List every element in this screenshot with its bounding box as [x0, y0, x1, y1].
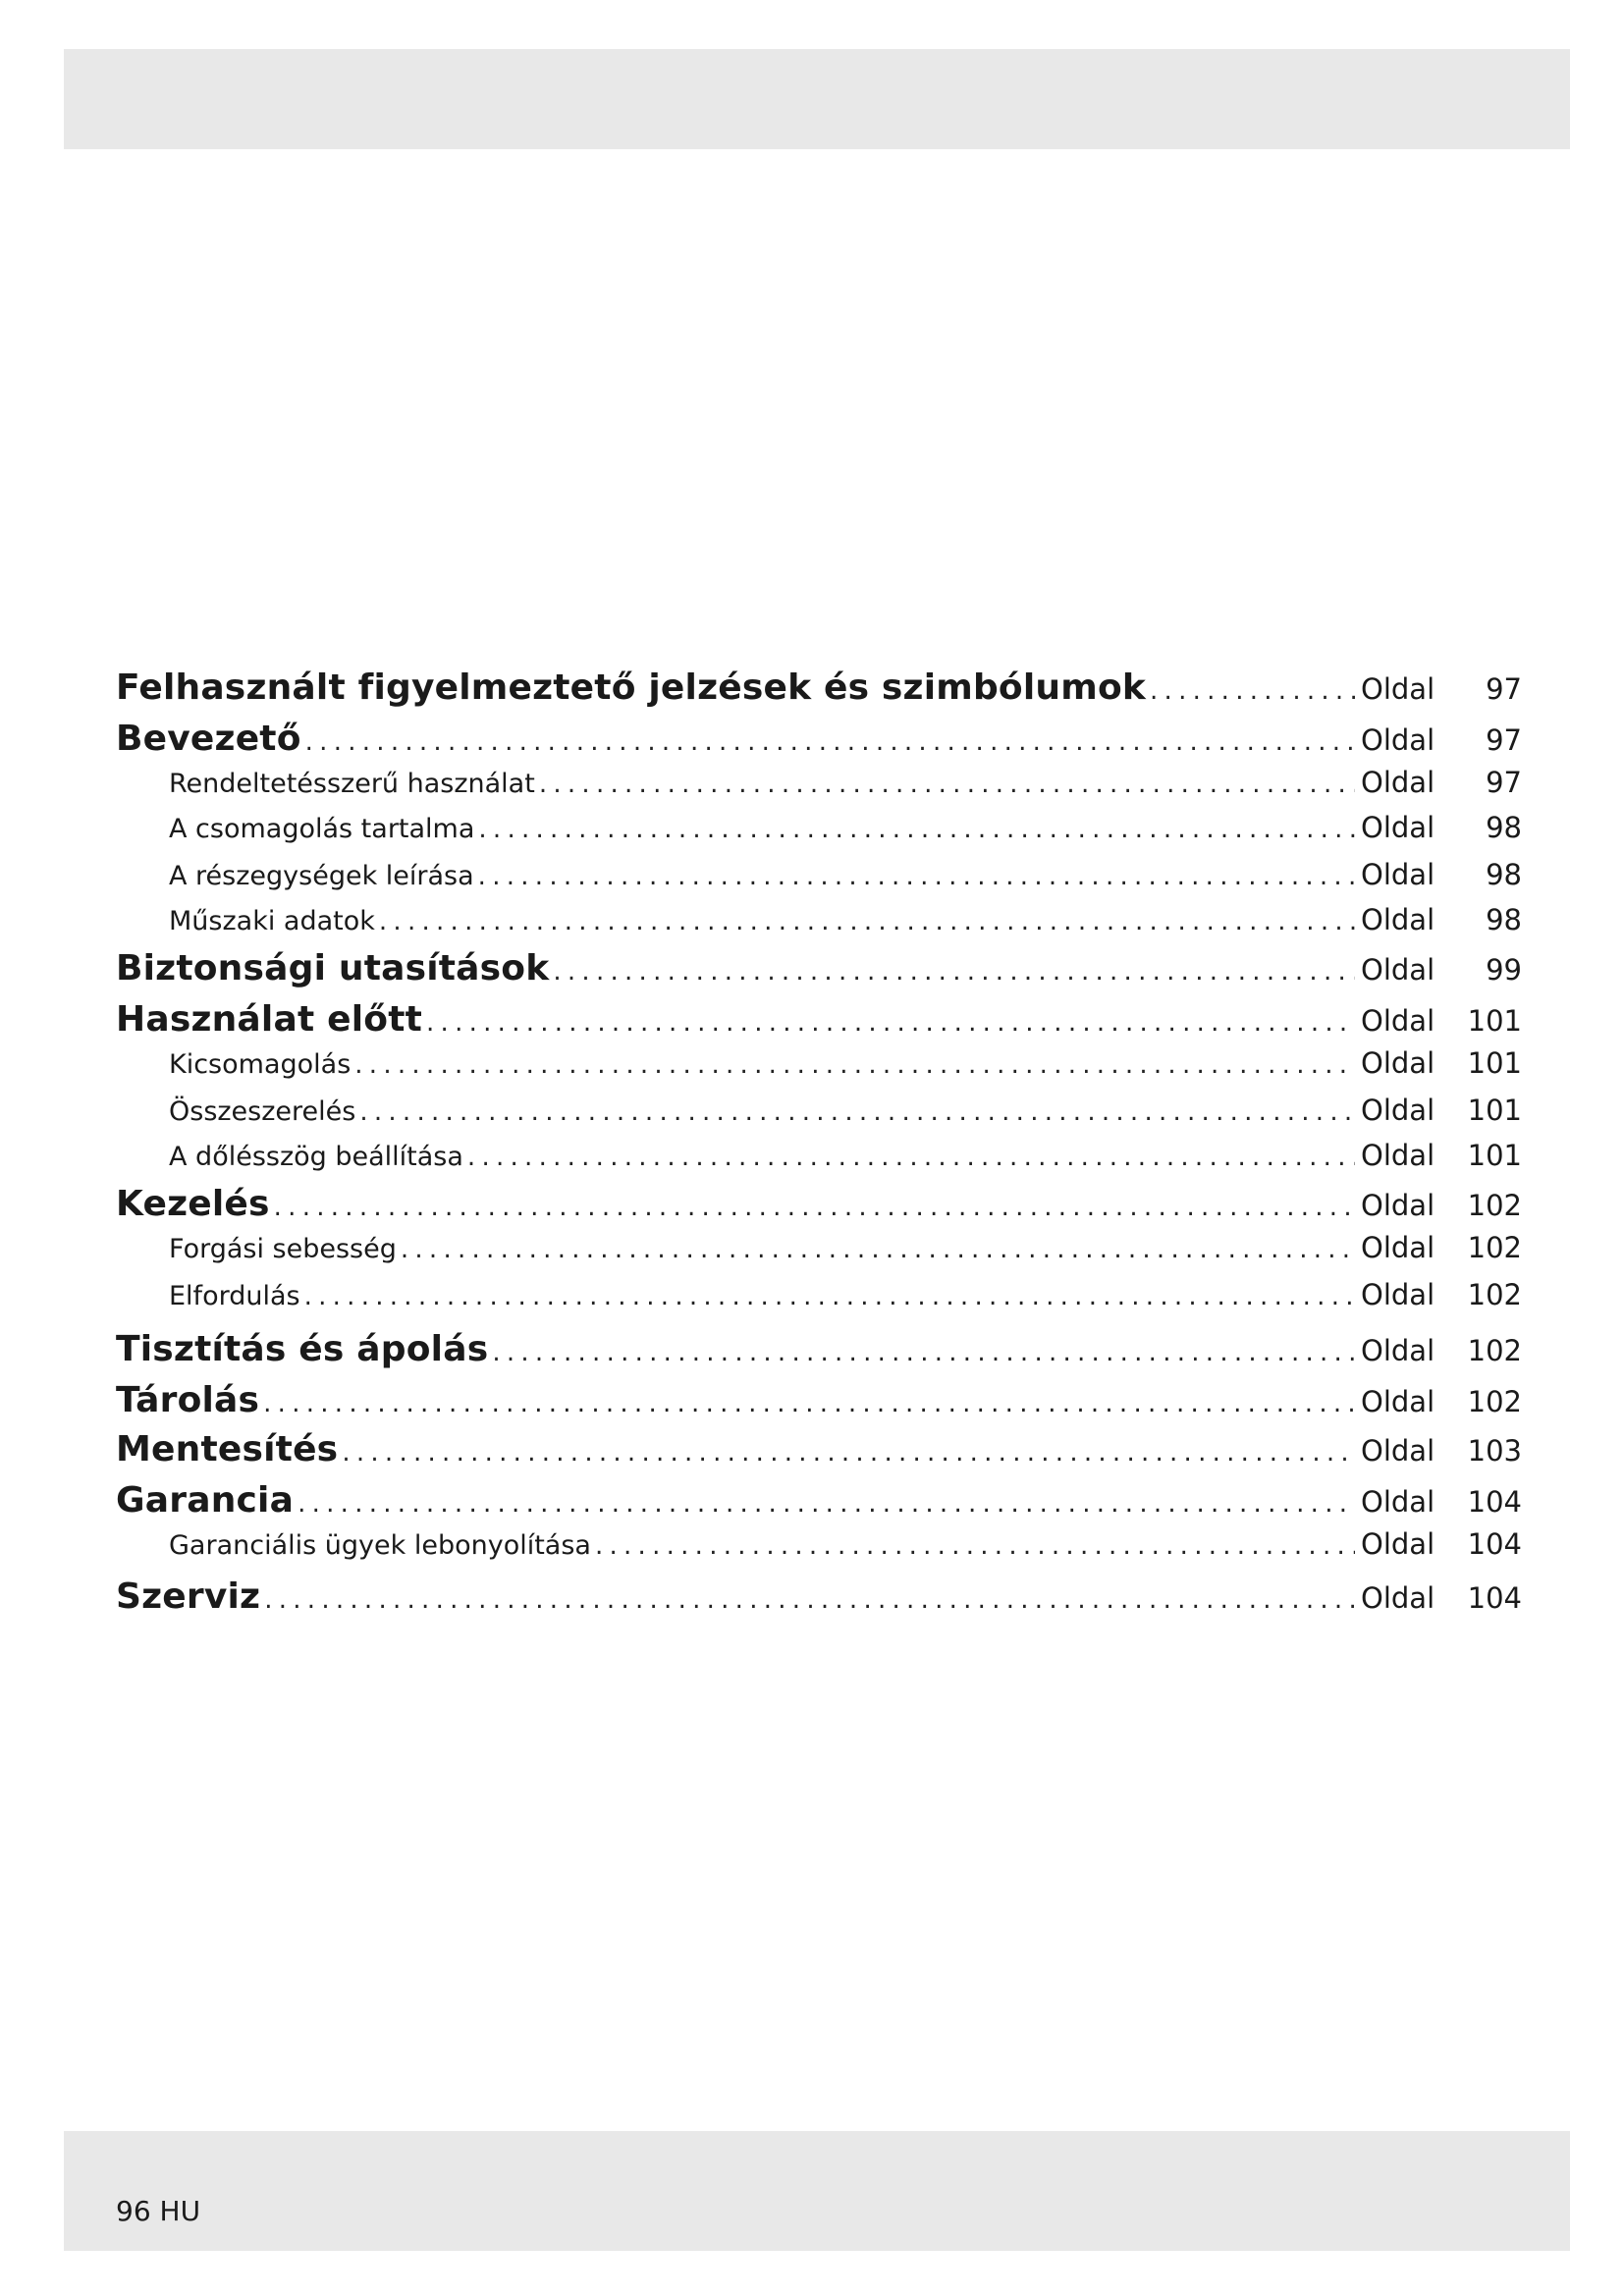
toc-page-word: Oldal	[1361, 1527, 1435, 1561]
toc-page-word: Oldal	[1361, 811, 1435, 844]
toc-dot-leader	[274, 1193, 1355, 1222]
toc-page-word: Oldal	[1361, 1189, 1435, 1222]
toc-page-number: 99	[1486, 953, 1522, 987]
toc-entry[interactable]	[116, 1380, 1522, 1420]
toc-page-word: Oldal	[1361, 766, 1435, 799]
toc-entry-title: Bevezető	[116, 719, 301, 759]
toc-entry-title: Forgási sebesség	[169, 1234, 397, 1264]
toc-page-word: Oldal	[1361, 1334, 1435, 1367]
toc-page-number: 101	[1467, 1046, 1522, 1080]
toc-page-word: Oldal	[1361, 1581, 1435, 1615]
footer-band	[64, 2131, 1570, 2251]
toc-page-word: Oldal	[1361, 903, 1435, 936]
toc-dot-leader	[553, 957, 1355, 987]
toc-entry[interactable]	[116, 1094, 1522, 1127]
toc-entry-title: Műszaki adatok	[169, 906, 375, 936]
toc-dot-leader	[426, 1008, 1355, 1038]
toc-page-number: 102	[1467, 1189, 1522, 1222]
toc-dot-leader	[595, 1531, 1355, 1561]
toc-page-number: 98	[1486, 811, 1522, 844]
toc-page-word: Oldal	[1361, 953, 1435, 987]
toc-dot-leader	[359, 1097, 1355, 1127]
toc-entry[interactable]	[116, 1046, 1522, 1080]
toc-page-word: Oldal	[1361, 723, 1435, 757]
toc-dot-leader	[478, 862, 1355, 891]
toc-entry[interactable]	[116, 1429, 1522, 1469]
toc-entry[interactable]	[116, 719, 1522, 759]
toc-dot-leader	[492, 1338, 1355, 1367]
toc-entry-title: Tisztítás és ápolás	[116, 1329, 489, 1369]
toc-entry-title: Rendeltetésszerű használat	[169, 769, 535, 799]
toc-dot-leader	[401, 1235, 1355, 1264]
toc-dot-leader	[304, 1282, 1355, 1311]
toc-entry-title: Szerviz	[116, 1576, 261, 1617]
toc-entry-title: Tárolás	[116, 1380, 260, 1420]
toc-page-word: Oldal	[1361, 1094, 1435, 1127]
toc-entry-title: Összeszerelés	[169, 1096, 356, 1127]
toc-dot-leader	[354, 1050, 1355, 1080]
toc-dot-leader	[305, 727, 1355, 757]
toc-entry-title: Kicsomagolás	[169, 1049, 352, 1080]
toc-page-number: 102	[1467, 1278, 1522, 1311]
toc-entry-title: Garancia	[116, 1480, 295, 1521]
toc-page-word: Oldal	[1361, 1139, 1435, 1172]
toc-page-number: 104	[1467, 1527, 1522, 1561]
toc-entry[interactable]	[116, 667, 1522, 708]
toc-page-number: 102	[1467, 1334, 1522, 1367]
toc-page-number: 97	[1486, 723, 1522, 757]
toc-page-word: Oldal	[1361, 858, 1435, 891]
toc-entry-title: Biztonsági utasítások	[116, 948, 550, 988]
toc-dot-leader	[539, 770, 1355, 799]
toc-entry-title: A csomagolás tartalma	[169, 814, 475, 844]
toc-page-number: 104	[1467, 1485, 1522, 1519]
toc-page-word: Oldal	[1361, 672, 1435, 706]
toc-entry[interactable]	[116, 1278, 1522, 1311]
toc-entry[interactable]	[116, 1329, 1522, 1369]
header-band	[64, 49, 1570, 149]
toc-page-word: Oldal	[1361, 1434, 1435, 1468]
toc-page-word: Oldal	[1361, 1485, 1435, 1519]
toc-entry-title: Kezelés	[116, 1184, 270, 1224]
toc-entry-title: Elfordulás	[169, 1281, 300, 1311]
toc-page-number: 101	[1467, 1004, 1522, 1038]
toc-page-number: 101	[1467, 1139, 1522, 1172]
toc-dot-leader	[298, 1489, 1355, 1519]
toc-entry[interactable]	[116, 1480, 1522, 1521]
toc-page-number: 98	[1486, 903, 1522, 936]
toc-entry-title: Használat előtt	[116, 999, 423, 1040]
toc-page-number: 104	[1467, 1581, 1522, 1615]
toc-entry-title: A részegységek leírása	[169, 861, 474, 891]
toc-entry[interactable]	[116, 766, 1522, 799]
toc-entry[interactable]	[116, 1527, 1522, 1561]
toc-page-number: 101	[1467, 1094, 1522, 1127]
toc-dot-leader	[467, 1143, 1355, 1172]
toc-entry[interactable]	[116, 811, 1522, 844]
toc-entry[interactable]	[116, 948, 1522, 988]
toc-dot-leader	[342, 1438, 1355, 1468]
toc-page-number: 102	[1467, 1231, 1522, 1264]
toc-entry-title: Mentesítés	[116, 1429, 339, 1469]
toc-entry[interactable]	[116, 1231, 1522, 1264]
toc-dot-leader	[264, 1585, 1355, 1615]
toc-entry-title: A dőlésszög beállítása	[169, 1142, 463, 1172]
toc-page-word: Oldal	[1361, 1004, 1435, 1038]
toc-entry-title: Felhasznált figyelmeztető jelzések és szimbólumok	[116, 667, 1147, 708]
toc-page-word: Oldal	[1361, 1278, 1435, 1311]
toc-dot-leader	[1150, 676, 1355, 706]
toc-page-number: 98	[1486, 858, 1522, 891]
page-number-label: 96 HU	[116, 2195, 201, 2227]
toc-entry[interactable]	[116, 858, 1522, 891]
toc-entry[interactable]	[116, 1184, 1522, 1224]
toc-dot-leader	[478, 815, 1355, 844]
toc-page-word: Oldal	[1361, 1046, 1435, 1080]
toc-page-word: Oldal	[1361, 1385, 1435, 1418]
toc-entry[interactable]	[116, 999, 1522, 1040]
toc-page-word: Oldal	[1361, 1231, 1435, 1264]
toc-page-number: 97	[1486, 672, 1522, 706]
toc-dot-leader	[379, 907, 1355, 936]
toc-dot-leader	[263, 1389, 1355, 1418]
toc-entry[interactable]	[116, 903, 1522, 936]
toc-page-number: 102	[1467, 1385, 1522, 1418]
toc-entry[interactable]	[116, 1576, 1522, 1617]
toc-page-number: 103	[1467, 1434, 1522, 1468]
toc-entry[interactable]	[116, 1139, 1522, 1172]
toc-page-number: 97	[1486, 766, 1522, 799]
toc-entry-title: Garanciális ügyek lebonyolítása	[169, 1530, 591, 1561]
